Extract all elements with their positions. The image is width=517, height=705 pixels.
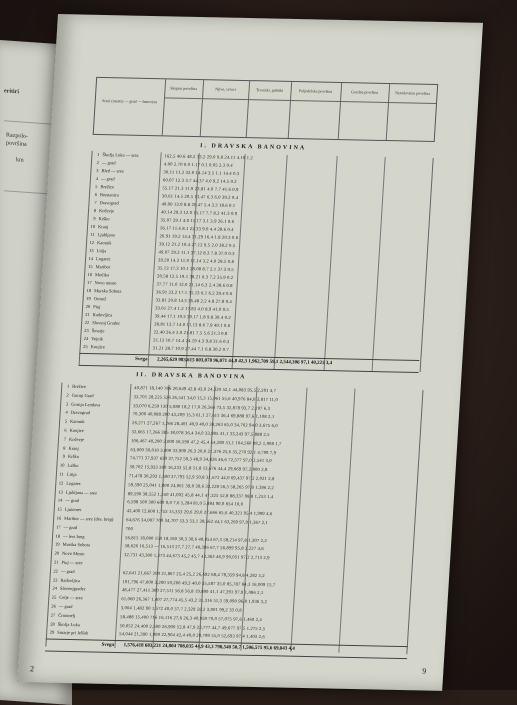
row-number: 1 [97,152,100,158]
row-number: 13 [58,489,63,495]
header-label: Srezi (mesta) — grad — banovina [102,98,158,105]
row-name: Celje — srez [59,594,84,601]
row-name: Črnomelj [58,612,76,618]
row-values: 30.11 11.2 32.0 14.14 3.5 1.1 14.4 0.3 [163,169,240,176]
row-name: Litija [66,471,77,477]
row-name: Radovljica [60,577,81,583]
row-number: 28 [50,621,55,627]
row-values: 31.21 28.7 10.9 27.44 7.1 6.8 30.2 0.7 [152,345,230,353]
row-values: 32,731 43,300 1,373 44,673 45,2 45,7 43,363 46,9 90,051 97,2 2,713 2,9 [123,552,270,561]
row-number: 24 [52,586,58,592]
row-values: 32,665 17,266 385 18,078 36,4 34,0 33,985 41,1 33,243 97,5 888 2,5 [131,429,270,437]
total-label: Svega [101,642,115,648]
row-name: Krško [67,454,80,460]
row-number: 10 [59,462,65,468]
row-values: 35.13 17.3 10.1 28.08 8.7 2.1 37.3 0.5 [157,265,235,273]
row-name: Murska Sobota [93,288,122,294]
row-name: Škofja Loka — srez [102,152,139,158]
header-label: Travniki, pašniki [255,87,284,93]
row-name: Smarje pri Jelšah [57,630,89,636]
row-number: 12 [89,239,95,246]
right-page [17,14,483,691]
row-number: 4 [65,410,68,416]
row-number: 17 [56,524,61,530]
row-name: Vojnik [91,336,104,342]
row-name: Ljubljana — srez [65,489,98,496]
row-name: Slovenj Gradec [92,320,121,326]
row-number: 12 [58,480,64,486]
row-values: 54,044 21,390 1,000 22,904 42,4 40,0 29,799 55,0 52,693 97,4 1,403 2,6 [119,631,265,640]
header-col [94,78,166,135]
page-number-left: 2 [29,664,35,674]
row-values: 21.13 10.7 14.4 24.19 4.3 9.8 31.6 0.3 [153,337,230,345]
row-number: 10 [90,223,96,230]
row-values: 58,488 15,400 716 16,116 27,6 26,3 40,959 70,0 57,075 97,6 1,460 2,4 [120,613,263,622]
row-number: 6 [94,192,98,198]
row-number: 19 [86,295,91,302]
row-name: Krško [98,216,110,222]
row-name: Gornja Lendava [71,401,101,407]
row-values: 40.00 13.9 8.8 20.47 5.4 3.3 18.6 0.1 [161,201,236,208]
table-header [93,77,439,142]
row-values: 60.07 12.3 3.7 44.37 4.0 9.2 14.5 0.2 [162,177,237,184]
row-number: 16 [56,515,62,521]
row-name: Konjice [90,344,106,350]
row-values: 33.61 27.4 1.2 17.83 4.0 8.9 41.0 0.5 [155,305,230,312]
row-values: 20.91 19.2 14.4 31.29 16.4 1.8 20.3 0.6 [159,233,239,241]
row-name: Gornji Grad [71,392,94,399]
row-name: — grad [58,603,73,610]
row-values: 58,626 16,513 — 16,513 27,7 27,7 40,396 67,7 56,899 95,8 2,227 4,6 [124,543,264,552]
section-title: II. DRAVSKA BANOVINA [135,372,247,381]
row-number: 15 [57,506,62,512]
row-values: 56.17 11.6 8.1 22.33 9.0 4.4 28.6 0.4 [159,225,234,232]
row-values: 62,641 21,667 200 21,867 25,4 25,2 26,692 68,4 78,359 94,8 4,282 5,2 [122,569,265,578]
row-number: 8 [93,208,97,214]
row-number: 7 [63,436,67,442]
row-values: 37.77 11.0 12.0 21.14 6.3 2.4 39.6 0.8 [156,281,233,289]
left-page-fragment: eritiri [4,88,19,96]
row-values: 63,000 30,010 3,000 33,900 26,3 20,0 21,376 25,6 55,270 92,1 4,799 7,9 [130,446,277,455]
row-name: Škofja Loka [57,621,81,627]
row-name: Ormož [93,296,107,302]
row-name: Dravograd [99,200,119,206]
row-values: 89,590 38,552 1,550 41,002 45,8 44,1 47,325 52,8 88,337 98,8 1,253 1,4 [127,490,274,499]
row-number: 1 [66,383,70,389]
row-name: Kočevje [98,208,115,214]
row-values: 35.07 29.1 4.0 11.17 3.1 3.9 26.1 0.6 [160,217,235,224]
section-title: I. DRAVSKA BANOVINA [199,143,307,152]
row-name: — grad [63,524,78,530]
row-values: 55.17 21.3 11.9 23.81 4.0 7.7 41.6 0.9 [162,185,239,193]
row-name: — grad [100,176,115,182]
row-name: Konjice [69,427,84,434]
row-name: Metlika [94,272,110,278]
header-label: Nerodovitna površina [395,90,431,96]
header-label: Njive, vrtovi [215,86,236,92]
row-name: Brežice [100,184,115,190]
row-name: Litija [96,248,107,254]
row-number: 25 [51,594,57,600]
row-name: Ptuj [93,304,101,310]
row-number: 3 [96,168,99,174]
row-number: 16 [87,271,93,278]
row-values: 22.40 26.4 3.0 21.81 7.5 5.6 21.3 0.8 [153,329,228,336]
row-number: 22 [53,568,59,574]
row-name: Laško [67,462,79,469]
row-number: 8 [63,445,66,451]
row-values: 162.5 40.6 48.2 33.2 29.0 9.8 24.11 4.18 1.2 [164,153,254,161]
section-rows [45,383,423,655]
row-values: 26,271 27,267 1,266 28,401 40,9 40,0 38,263 65,0 34,762 94,0 3,675 6,0 [131,420,278,429]
row-number: 21 [53,559,59,565]
row-name: Murska Sobota [62,542,91,548]
row-number: 15 [87,263,93,270]
row-number: 11 [59,471,65,477]
row-name: Ljubljana [97,232,115,238]
row-number: 5 [95,184,98,190]
row-number: 9 [93,216,96,222]
row-name: Kranj [97,224,109,230]
row-values: 6,598 500 300 600 9,0 7,6 5,284 81,0 5,884 90,0 654 10,0 [127,499,244,507]
row-values: 39.20 14.3 11.9 11.14 3.2 4.0 28.5 0.8 [157,257,235,264]
row-number: 6 [64,427,67,433]
row-values: 64,676 34,007 700 34,707 53,3 53,1 28,562 44,1 63,269 97,9 1,367 2,1 [126,517,269,526]
row-name: Slovenjgradec [59,586,86,592]
row-number: 19 [54,542,60,548]
row-number: 18 [55,533,61,539]
row-number: 23 [84,327,89,334]
row-values: 4.00 2.70 0.0 1.17 0.1 0.05 2.3 0.4 [163,161,234,168]
row-name: Logatec [95,256,111,262]
row-name: Logatec [66,480,82,486]
page-number-right: 9 [422,666,427,676]
row-name: Brežice [72,383,87,390]
left-page-fragment: km [16,157,24,164]
row-name: Ptuj — srez [61,559,83,566]
row-number: 9 [62,454,66,460]
row-number: 23 [52,577,58,583]
header-label: Skupna površina [170,85,198,92]
row-name: Maribor [95,264,111,270]
row-number: 20 [85,303,91,310]
row-number: 25 [83,343,88,350]
row-number: 18 [86,287,92,294]
row-number: 14 [57,498,63,504]
row-name: Kamnik [96,240,112,246]
row-name: — levi breg [62,533,85,539]
header-label: Poljedelska površina [298,88,333,94]
row-number: 21 [85,311,90,318]
row-values: 71,478 36,293 1,500 37,793 52,9 50,8 31,672 44,0 69,437 97,2 2,021 2,8 [128,473,275,482]
row-number: 13 [88,247,94,254]
row-number: 2 [66,392,69,398]
row-name: Kamnik [69,418,85,425]
row-values: 30.61 14.5 20.5 13.47 6.3 6.0 39.2 0.4 [161,193,239,201]
row-number: 3 [65,401,69,407]
row-name: — grad [60,568,75,574]
row-number: 17 [86,279,92,286]
row-values: 28.81 13.7 14.0 11.13 8.6 7.9 40.1 0.6 [154,321,231,329]
row-name: Dravograd [70,410,91,416]
row-values: 59,590 25,041 1,000 24,061 39,0 39,6 33,228 56,5 58,265 97,8 1,396 2,2 [128,481,275,490]
row-name: Kočevje [68,436,85,442]
row-name: Brestanica [99,192,120,198]
row-values: 101,796 47,000 3,200 50,200 49,3 40,0 35,587 35,0 85,787 84,3 16,009 15,7 [122,578,276,587]
row-number: 14 [88,255,94,262]
row-name: Bled — srez [101,168,125,174]
row-name: Novo Mesto [61,550,85,557]
row-values: 36.91 23.2 17.1 35.13 6.1 6.2 39.4 0.6 [155,289,233,297]
row-values: 70,300 40,089 200 43,209 15,3 61,1 27,611 36,4 69,888 97,6 1,108 2,1 [132,411,275,420]
row-name: Kranj [68,445,79,451]
row-values: 61,060 26,367 1,407 27,774 45,5 43,2 31,316 51,3 59,090 96,8 1,936 3,2 [121,596,268,605]
row-values: 40.14 29.3 12.0 15.17 7.7 8.2 41.3 0.9 [160,209,238,217]
row-values: 50,052 24,400 2,500 26,900 52,8 47,9 22,777 44,7 49,677 97,5 1,275 2,5 [119,622,266,631]
row-name: Novo mesto [94,280,117,286]
row-values: 33,070 6,250 130 5,080 18,2 17,0 26,564 73,5 32,878 93,7 2,197 6,3 [133,402,271,411]
row-values: 40,871 18,140 786 20,649 42,8 43,0 24,320 52,1 44,083 95,5 2,291 4,7 [134,385,277,394]
row-name: Ljutomer [64,506,82,513]
total-label: Svega [134,357,148,363]
section-rows [79,151,434,372]
row-values: 3,004 1,482 90 1,572 40,0 37,7 2,329 59,2 3,901 99,2 33 0,8 [120,605,242,613]
row-name: — grad [101,160,116,166]
row-values: 20.58 12.5 19.1 38.21 0.3 7.2 35.9 0.2 [156,273,234,281]
total-values: 1,576,418 683,231 24,804 708,035 44,9 43,3 798,540 50,7 1,506,575 95,6 69,843 4,4 [123,643,295,652]
left-page-fragment: površina [6,140,27,148]
row-number: 4 [95,176,99,182]
row-values: 32,701 28,225 526 26,541 34,0 15,3 15,961 55,6 40,976 84,0 3,817 11,0 [133,393,279,402]
header-label: Gozdna površina [350,89,379,95]
row-name: — grad [65,498,80,504]
row-values: 74,771 37,937 639 37,752 50,3 48,9 34,826 46,6 72,577 97,0 2,541 3,0 [129,455,272,464]
row-number: 29 [49,630,55,636]
row-number: 22 [84,319,90,326]
row-values: 56,815 18,000 150 18,160 30,3 30,6 40,054 67,3 58,214 97,8 1,307 2,2 [124,534,268,543]
row-number: 26 [51,603,56,609]
row-name: Šmarje [91,328,105,334]
row-number: 2 [96,160,100,166]
row-name: Radovljica [92,312,113,318]
row-number: 11 [90,231,95,238]
row-number: 24 [83,335,89,342]
row-number: 20 [54,550,60,556]
row-values: 700 [125,525,134,532]
row-values: 33.81 20.8 14.3 36.48 2.2 4.8 27.8 0.4 [155,297,233,305]
row-values: 48,477 27,411 300 27,511 56,8 56,8 19,880 41,1 47,391 97,9 1,086 2,1 [121,587,264,596]
left-page-fragment: Razpolo- [6,132,28,140]
row-name: Maribor — srez (des. breg) [64,515,114,522]
row-number: 27 [50,612,56,618]
row-values: 39.44 17.1 19.3 30.17 1.8 9.8 30.4 0.2 [154,313,232,321]
row-values: 39.12 21.2 10.4 27.12 9.5 2.0 38.2 0.5 [158,241,236,249]
row-number: 7 [94,200,97,206]
row-values: 106,467 40,200 2,000 56,590 47,2 45,4 54,280 51,1 104,560 98,2 1,908 1,7 [130,437,282,447]
row-number: 5 [64,418,68,424]
row-values: 42,400 12,600 1,753 15,353 29,6 29,0 27,666 65,6 40,321 95,4 1,999 4,6 [126,508,273,517]
row-values: 30,702 15,933 300 16,233 52,8 51,8 13,676 44,4 29,669 97,2 800 2,8 [129,464,268,473]
row-values: 49.07 29.3 11.1 37.12 8.3 7.8 37.0 0.3 [158,249,235,257]
total-values: 2,265,629 983,615 803,078 96,071 44,8 42,3 1,962,709 59,1 2,544,306 97,1 40,223 3,4 [156,357,333,367]
